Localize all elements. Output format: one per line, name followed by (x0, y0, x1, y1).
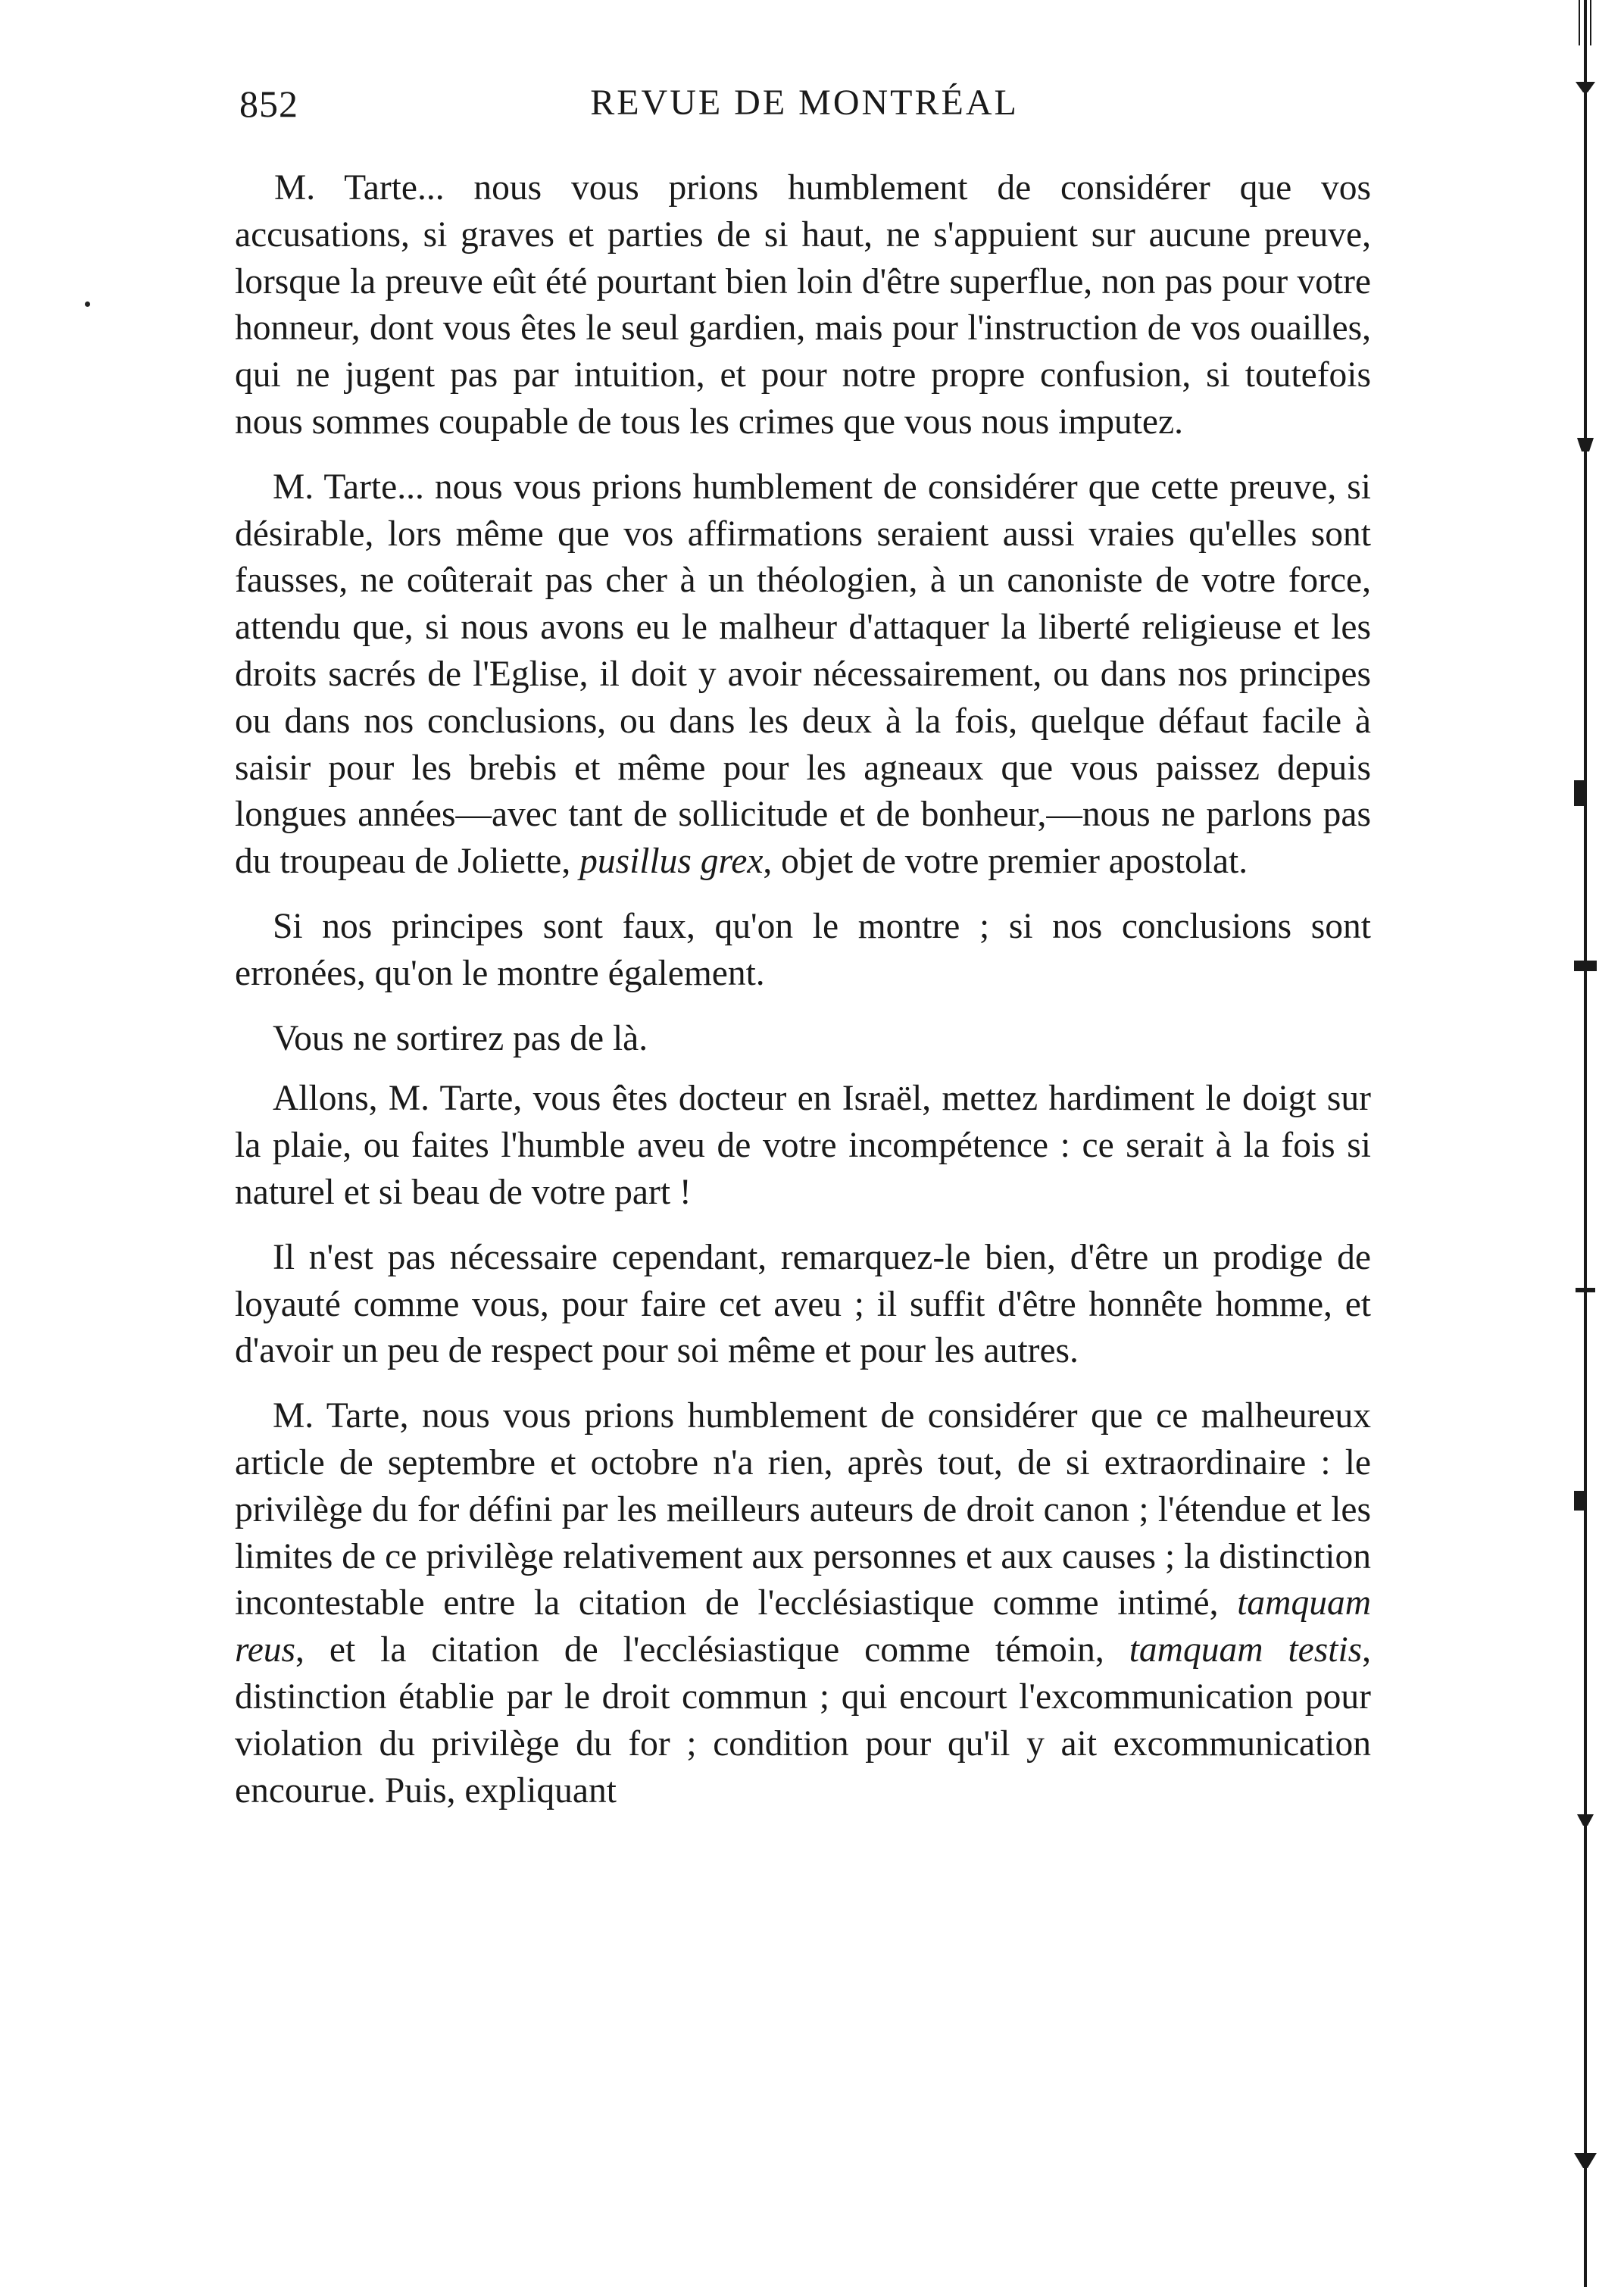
paragraph-7-italic-reus: tamquam reus (235, 1583, 1371, 1670)
paragraph-1: M. Tarte... nous vous prions humblement de considérer que vos accusations, si graves et parties de si haut, ne s'appuient sur aucune preuve, lorsque la preuve eût été pourtant bien loin d'être superflue, non pas pour votre honneur, dont vous êtes le seul gardien, mais pour l'instruction de vos ouailles, qui ne jugent pas par intuition, et pour notre propre confusion, si toutefois nous sommes coupable de tous les crimes que vous nous imputez. (235, 168, 1371, 442)
paragraph-2 (235, 464, 1371, 886)
page-header (239, 82, 1369, 135)
paragraph-4: Vous ne sortirez pas de là. (273, 1018, 648, 1058)
paragraph-7-text: M. Tarte, nous vous prions humblement de considérer que ce malheureux article de septembre et octobre n'a rien, après tout, de si extraordinaire : le privilège du for défini par les meilleurs auteurs de droit canon ; l'étendue et les limites de ce privilège relativement aux personnes et aux causes ; la distinction incontestable entre la citation de l'ecclésiastique comme intimé, (235, 1396, 1371, 1623)
paragraph-7 (235, 1393, 1371, 1814)
paragraph-2-text: M. Tarte... nous vous prions humblement de considérer que cette preuve, si désirable, lors même que vos affirmations seraient aussi vraies qu'elles sont fausses, ne coûterait pas cher à un théologien, à un canoniste de votre force, attendu que, si nous avons eu le malheur d'attaquer la liberté religieuse et les droits sacrés de l'Eglise, il doit y avoir nécessairement, ou dans nos principes ou dans nos conclusions, ou dans les deux à la fois, quelque défaut facile à saisir pour les brebis et même pour les agneaux que vous paissez depuis longues années—avec tant de sollicitude et de bonheur,—nous ne parlons pas du troupeau de Joliette, (235, 467, 1371, 882)
paragraph-7-text-end: , distinction établie par le droit commun ; qui encourt l'excommunication pour violation du privilège du for ; condition pour qu'il y ait excommunication encourue. Puis, expliquant (235, 1630, 1372, 1811)
running-title: REVUE DE MONTRÉAL (590, 83, 1019, 123)
binding-edge (1574, 0, 1597, 2287)
ink-speck (85, 301, 90, 307)
paragraph-2-italic: pusillus grex (579, 842, 764, 882)
body-text (235, 165, 1371, 1832)
paragraph-6: Il n'est pas nécessaire cependant, remarquez-le bien, d'être un prodige de loyauté comme vous, pour faire cet aveu ; il suffit d'être honnête homme, et d'avoir un peu de respect pour soi même et pour les autres. (235, 1237, 1371, 1371)
paragraph-2-text-end: , objet de votre premier apostolat. (763, 842, 1248, 882)
paragraph-5: Allons, M. Tarte, vous êtes docteur en Israël, mettez hardiment le doigt sur la plaie, ou faites l'humble aveu de votre incompétence : ce serait à la fois si naturel et si beau de votre part ! (235, 1079, 1371, 1212)
paragraph-7-italic-testis: tamquam testis (1129, 1630, 1363, 1670)
paragraph-7-text-middle: , et la citation de l'ecclésiastique comme témoin, (295, 1630, 1129, 1670)
paragraph-3: Si nos principes sont faux, qu'on le montre ; si nos conclusions sont erronées, qu'on le montre également. (235, 906, 1371, 993)
page-number: 852 (239, 83, 298, 125)
